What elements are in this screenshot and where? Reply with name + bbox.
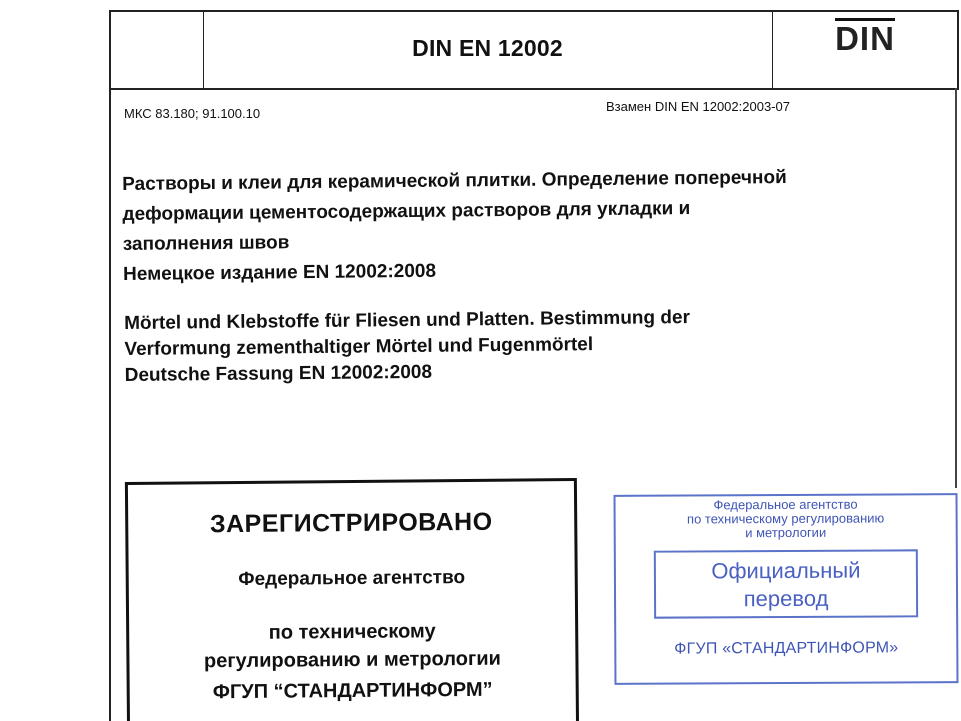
stamp-agency-line: по техническому регулированию	[686, 510, 885, 527]
standard-number: DIN EN 12002	[203, 12, 773, 88]
registration-agency-detail	[129, 616, 575, 676]
frame-right-line	[955, 88, 957, 488]
din-logo: DIN	[835, 20, 895, 57]
official-line: Официальный	[711, 557, 861, 584]
official-line: перевод	[743, 585, 829, 612]
title-german	[124, 303, 925, 389]
title-ru-line: деформации цементосодержащих растворов для укладки и	[122, 198, 691, 225]
registration-org: ФГУП “СТАНДАРТИНФОРМ”	[212, 678, 493, 704]
stamp-agency-line: Федеральное агентство	[713, 496, 858, 513]
stamp-agency-line: и метрологии	[745, 524, 827, 541]
registration-heading: ЗАРЕГИСТРИРОВАНО	[209, 507, 493, 539]
title-de-line: Verformung zementhaltiger Mörtel und Fugenmörtel	[124, 334, 594, 360]
stamp-org: ФГУП «СТАНДАРТИНФОРМ»	[674, 639, 899, 658]
header-blank-cell	[111, 12, 204, 88]
stamp-agency	[616, 497, 956, 541]
title-ru-line: Растворы и клеи для керамической плитки. Определение поперечной	[122, 167, 787, 195]
title-russian	[122, 161, 953, 290]
ics-code: МКС 83.180; 91.100.10	[124, 106, 261, 121]
registration-line: по техническому	[268, 620, 436, 644]
title-de-line: Mörtel und Klebstoffe für Fliesen und Platten. Bestimmung der	[124, 307, 691, 334]
official-translation-box	[654, 549, 918, 618]
registration-line: регулированию и метрологии	[203, 647, 501, 673]
frame-left-line	[109, 88, 111, 721]
registration-agency: Федеральное агентство	[238, 567, 466, 590]
header-box	[109, 10, 959, 90]
title-de-line: Deutsche Fassung EN 12002:2008	[124, 361, 433, 386]
din-logo-cell	[773, 12, 957, 88]
title-ru-line: Немецкое издание EN 12002:2008	[122, 260, 437, 285]
official-translation-stamp	[614, 493, 959, 685]
replaces-note: Взамен DIN EN 12002:2003-07	[606, 99, 790, 114]
registration-stamp	[125, 478, 579, 721]
title-ru-line: заполнения швов	[122, 232, 290, 255]
